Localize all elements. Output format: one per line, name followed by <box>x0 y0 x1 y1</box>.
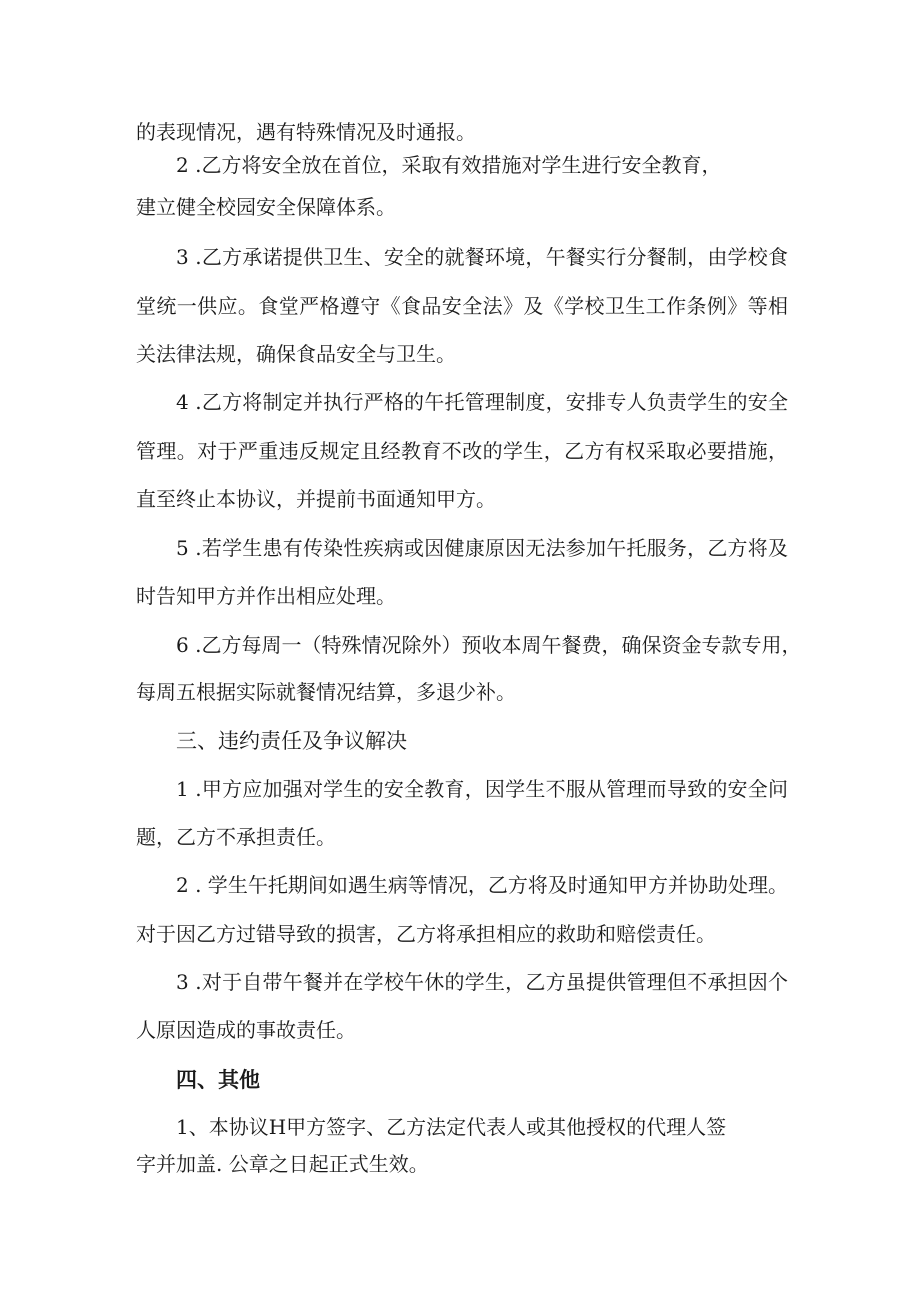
text-line-15: 1 .甲方应加强对学生的安全教育，因学生不服从管理而导致的安全问 <box>176 777 788 801</box>
text-line-8: 管理。对于严重违反规定且经教育不改的学生，乙方有权采取必要措施， <box>136 439 788 463</box>
text-line-17: 2 . 学生午托期间如遇生病等情况，乙方将及时通知甲方并协助处理。 <box>176 873 788 897</box>
text-line-16: 题，乙方不承担责任。 <box>136 825 336 849</box>
text-line-3: 建立健全校园安全保障体系。 <box>136 195 396 219</box>
text-line-2: 2 .乙方将安全放在首位，采取有效措施对学生进行安全教育， <box>176 153 722 177</box>
text-line-4: 3 .乙方承诺提供卫生、安全的就餐环境，午餐实行分餐制，由学校食 <box>176 245 788 269</box>
text-line-13: 每周五根据实际就餐情况结算，多退少补。 <box>136 680 516 704</box>
text-line-18: 对于因乙方过错导致的损害，乙方将承担相应的救助和赔偿责任。 <box>136 922 716 946</box>
text-line-6: 关法律法规，确保食品安全与卫生。 <box>136 342 456 366</box>
text-line-9: 直至终止本协议，并提前书面通知甲方。 <box>136 487 496 511</box>
section-heading-3: 三、违约责任及争议解决 <box>176 729 407 753</box>
text-line-5: 堂统一供应。食堂严格遵守《食品安全法》及《学校卫生工作条例》等相 <box>136 294 788 318</box>
text-line-22: 1、本协议H甲方签字、乙方法定代表人或其他授权的代理人签 <box>176 1115 727 1139</box>
text-line-20: 人原因造成的事故责任。 <box>136 1018 356 1042</box>
section-heading-4: 四、其他 <box>176 1068 260 1092</box>
text-line-19: 3 .对于自带午餐并在学校午休的学生，乙方虽提供管理但不承担因个 <box>176 970 788 994</box>
text-line-23: 字并加盖. 公章之日起正式生效。 <box>136 1152 429 1176</box>
text-line-1: 的表现情况，遇有特殊情况及时通报。 <box>136 120 476 144</box>
text-line-7: 4 .乙方将制定并执行严格的午托管理制度，安排专人负责学生的安全 <box>176 390 788 414</box>
text-line-11: 时告知甲方并作出相应处理。 <box>136 584 396 608</box>
text-line-10: 5 .若学生患有传染性疾病或因健康原因无法参加午托服务，乙方将及 <box>176 536 788 560</box>
text-line-12: 6 .乙方每周一（特殊情况除外）预收本周午餐费，确保资金专款专用， <box>176 633 802 657</box>
